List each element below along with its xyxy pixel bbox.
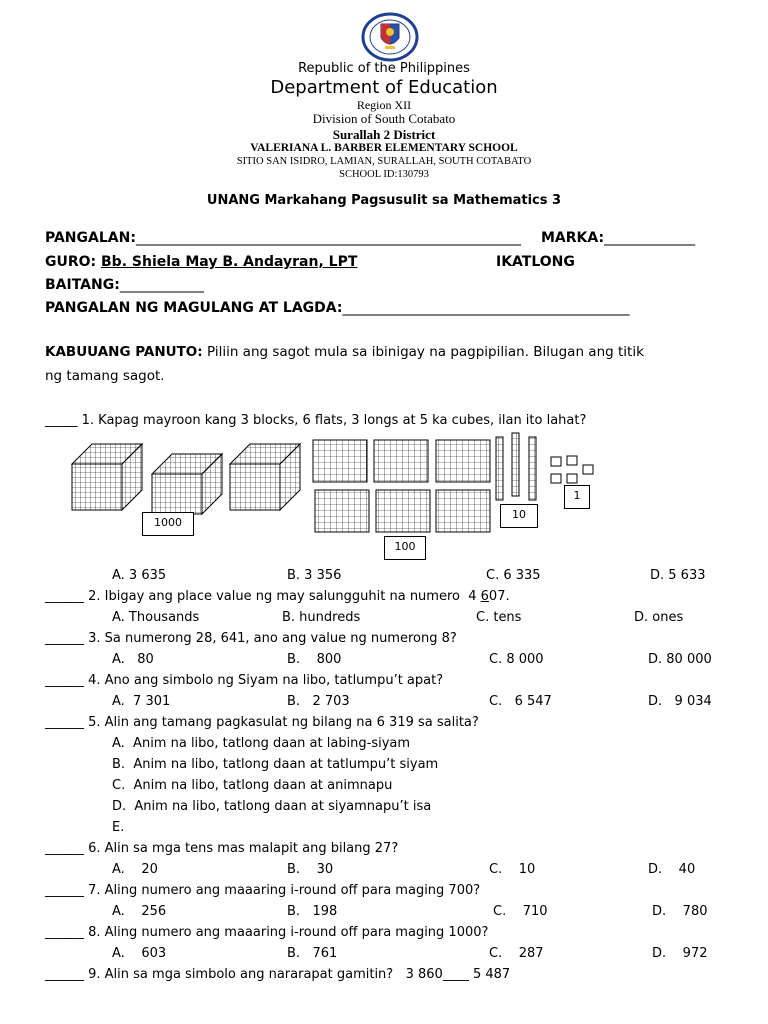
answer-blank[interactable]: _____ [45, 413, 78, 428]
q7-option-d[interactable]: D. 780 [652, 904, 708, 919]
exam-title: UNANG Markahang Pagsusulit sa Mathematics 3 [206, 193, 562, 208]
question-text: 8. Aling numero ang maaaring i-round off para maging 1000? [84, 925, 489, 940]
region-line: Region XII [356, 98, 412, 112]
question-1 [45, 413, 586, 428]
hundred-flat [436, 490, 490, 532]
school-id: SCHOOL ID:130793 [339, 169, 429, 180]
q5-option-d[interactable]: D. Anim na libo, tatlong daan at siyamnapu’t isa [112, 799, 432, 814]
answer-blank[interactable]: ______ [45, 925, 84, 940]
hundred-flat [376, 490, 430, 532]
question-text: 1. Kapag mayroon kang 3 blocks, 6 flats, 3 longs at 5 ka cubes, ilan ito lahat? [77, 413, 587, 428]
question-text: 2. Ibigay ang place value ng may salungguhit na numero 4 [84, 589, 481, 604]
parent-line [45, 300, 629, 316]
question-text: 6. Alin sa mga tens mas malapit ang bilang 27? [84, 841, 399, 856]
q8-option-d[interactable]: D. 972 [652, 946, 708, 961]
grade-field[interactable]: ____________ [119, 277, 204, 293]
teacher-name: Bb. Shiela May B. Andayran, LPT [101, 254, 358, 270]
question-3 [45, 631, 457, 646]
teacher-line [45, 254, 357, 270]
unit-cube [551, 474, 561, 483]
q7-option-a[interactable]: A. 256 [112, 904, 167, 919]
school-address: SITIO SAN ISIDRO, LAMIAN, SURALLAH, SOUTH COTABATO [236, 156, 532, 167]
name-line [45, 230, 521, 246]
q6-option-b[interactable]: B. 30 [287, 862, 334, 877]
question-text: 5. Alin ang tamang pagkasulat ng bilang na 6 319 sa salita? [84, 715, 479, 730]
answer-blank[interactable]: ______ [45, 589, 84, 604]
parent-field[interactable]: _________________________________________ [342, 300, 630, 316]
republic-line: Republic of the Philippines [298, 61, 470, 76]
q4-option-c[interactable]: C. 6 547 [489, 694, 552, 709]
q2-option-d[interactable]: D. ones [634, 610, 684, 625]
instructions-label: KABUUANG PANUTO: [45, 344, 203, 360]
question-4 [45, 673, 443, 688]
unit-cube [551, 457, 561, 466]
school-name: VALERIANA L. BARBER ELEMENTARY SCHOOL [250, 142, 518, 154]
hundred-flat [313, 440, 367, 482]
district-line: Surallah 2 District [332, 127, 436, 142]
q6-option-c[interactable]: C. 10 [489, 862, 536, 877]
score-label: MARKA: [541, 230, 605, 246]
deped-seal [361, 12, 419, 62]
q5-option-e[interactable]: E. [112, 820, 125, 835]
score-field[interactable]: _____________ [604, 230, 696, 246]
grade-line [45, 277, 204, 293]
ten-long [529, 437, 536, 500]
question-6 [45, 841, 398, 856]
q1-option-d[interactable]: D. 5 633 [650, 568, 706, 583]
score-line [541, 230, 695, 246]
q3-option-b[interactable]: B. 800 [287, 652, 342, 667]
q4-option-b[interactable]: B. 2 703 [287, 694, 350, 709]
q6-option-a[interactable]: A. 20 [112, 862, 158, 877]
hundred-flat [315, 490, 369, 532]
question-text: 9. Alin sa mga simbolo ang nararapat gamitin? 3 860____ 5 487 [84, 967, 511, 982]
q2-option-a[interactable]: A. Thousands [112, 610, 200, 625]
unit-cube [567, 474, 577, 483]
q1-option-c[interactable]: C. 6 335 [486, 568, 541, 583]
answer-blank[interactable]: ______ [45, 631, 84, 646]
answer-blank[interactable]: ______ [45, 841, 84, 856]
question-text-end: 07. [488, 589, 510, 604]
department-title: Department of Education [270, 77, 498, 98]
q3-option-a[interactable]: A. 80 [112, 652, 154, 667]
hundred-flat [374, 440, 428, 482]
teacher-label: GURO: [45, 254, 97, 270]
q1-option-b[interactable]: B. 3 356 [287, 568, 342, 583]
q3-option-d[interactable]: D. 80 000 [648, 652, 712, 667]
answer-blank[interactable]: ______ [45, 673, 84, 688]
label-tens: 10 [500, 504, 538, 528]
answer-blank[interactable]: ______ [45, 967, 84, 982]
ten-long [512, 433, 519, 496]
q4-option-d[interactable]: D. 9 034 [648, 694, 712, 709]
thousand-block [230, 444, 300, 510]
thousand-block [152, 454, 222, 514]
answer-blank[interactable]: ______ [45, 883, 84, 898]
question-8 [45, 925, 488, 940]
q5-option-b[interactable]: B. Anim na libo, tatlong daan at tatlumpu’t siyam [112, 757, 439, 772]
name-label: PANGALAN: [45, 230, 136, 246]
question-text: 7. Aling numero ang maaaring i-round off para maging 700? [84, 883, 481, 898]
thousand-block [72, 444, 142, 510]
q5-option-c[interactable]: C. Anim na libo, tatlong daan at animnapu [112, 778, 393, 793]
label-hundreds: 100 [384, 536, 426, 560]
grade-word: IKATLONG [496, 254, 575, 270]
q3-option-c[interactable]: C. 8 000 [489, 652, 544, 667]
grade-label: BAITANG: [45, 277, 120, 293]
instructions [45, 344, 738, 360]
q5-option-a[interactable]: A. Anim na libo, tatlong daan at labing-siyam [112, 736, 411, 751]
parent-label: PANGALAN NG MAGULANG AT LAGDA: [45, 300, 343, 316]
division-line: Division of South Cotabato [312, 111, 456, 126]
question-7 [45, 883, 480, 898]
q1-option-a[interactable]: A. 3 635 [112, 568, 167, 583]
instructions-text-2: ng tamang sagot. [45, 368, 165, 384]
q4-option-a[interactable]: A. 7 301 [112, 694, 171, 709]
q8-option-b[interactable]: B. 761 [287, 946, 338, 961]
unit-cube [567, 456, 577, 465]
instructions-text-1: Piliin ang sagot mula sa ibinigay na pagpipilian. Bilugan ang titik [206, 344, 644, 360]
underlined-digit: 6 [480, 589, 489, 604]
q8-option-c[interactable]: C. 287 [489, 946, 544, 961]
question-text: 4. Ano ang simbolo ng Siyam na libo, tatlumpu’t apat? [84, 673, 444, 688]
question-text: 3. Sa numerong 28, 641, ano ang value ng numerong 8? [84, 631, 457, 646]
question-2 [45, 589, 510, 604]
q7-option-b[interactable]: B. 198 [287, 904, 338, 919]
q2-option-b[interactable]: B. hundreds [282, 610, 361, 625]
q8-option-a[interactable]: A. 603 [112, 946, 167, 961]
question-5 [45, 715, 479, 730]
base-ten-blocks-figure [60, 432, 620, 564]
q7-option-c[interactable]: C. 710 [493, 904, 548, 919]
name-field[interactable]: _______________________________________________________ [135, 230, 521, 246]
unit-cube [583, 465, 593, 474]
label-thousands: 1000 [142, 512, 194, 536]
label-ones: 1 [564, 485, 590, 509]
hundred-flat [436, 440, 490, 482]
question-9 [45, 967, 510, 982]
answer-blank[interactable]: ______ [45, 715, 84, 730]
ten-long [496, 437, 503, 500]
q6-option-d[interactable]: D. 40 [648, 862, 696, 877]
q2-option-c[interactable]: C. tens [476, 610, 522, 625]
